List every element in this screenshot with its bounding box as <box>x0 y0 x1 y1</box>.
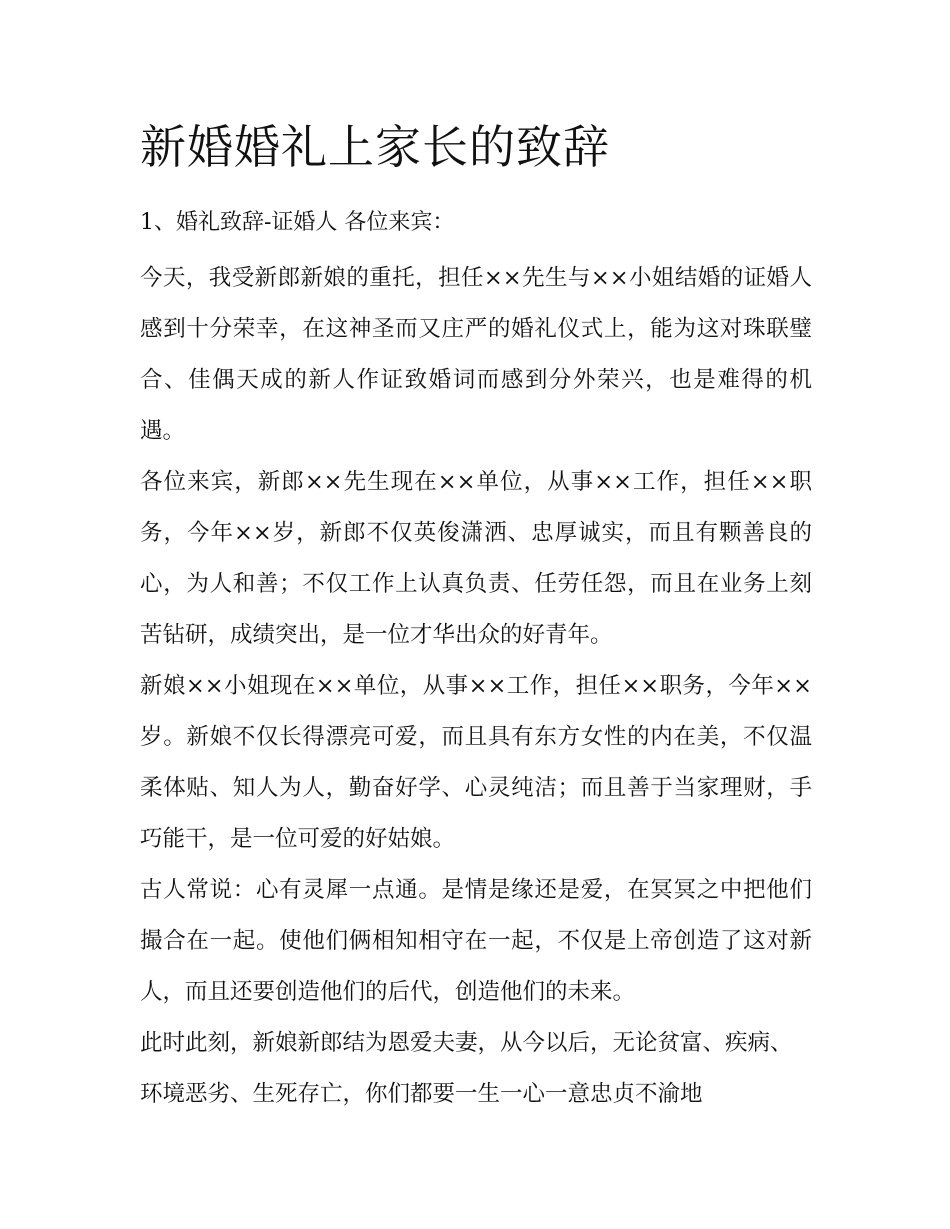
paragraph: 此时此刻，新娘新郎结为恩爱夫妻，从今以后，无论贫富、疾病、环境恶劣、生死存亡，你们都要一生一心一意忠贞不渝地 <box>140 1030 793 1107</box>
document-body <box>140 253 812 1120</box>
paragraph: 新娘××小姐现在××单位，从事××工作，担任××职务，今年××岁。新娘不仅长得漂亮可爱，而且具有东方女性的内在美，不仅温柔体贴、知人为人，勤奋好学、心灵纯洁；而且善于当家理财，手巧能干，是一位可爱的好姑娘。 <box>140 673 812 852</box>
paragraph: 各位来宾，新郎××先生现在××单位，从事××工作，担任××职务，今年××岁，新郎不仅英俊潇洒、忠厚诚实，而且有颗善良的心，为人和善；不仅工作上认真负责、任劳任怨，而且在业务上刻苦钻研，成绩突出，是一位才华出众的好青年。 <box>140 469 812 648</box>
document-title: 新婚婚礼上家长的致辞 <box>140 120 610 174</box>
section-heading: 1、婚礼致辞-证婚人 各位来宾： <box>140 210 455 235</box>
paragraph: 古人常说：心有灵犀一点通。是情是缘还是爱，在冥冥之中把他们撮合在一起。使他们俩相知相守在一起，不仅是上帝创造了这对新人，而且还要创造他们的后代，创造他们的未来。 <box>140 877 812 1005</box>
paragraph: 今天，我受新郎新娘的重托，担任××先生与××小姐结婚的证婚人感到十分荣幸，在这神圣而又庄严的婚礼仪式上，能为这对珠联璧合、佳偶天成的新人作证致婚词而感到分外荣兴，也是难得的机遇。 <box>140 265 812 444</box>
